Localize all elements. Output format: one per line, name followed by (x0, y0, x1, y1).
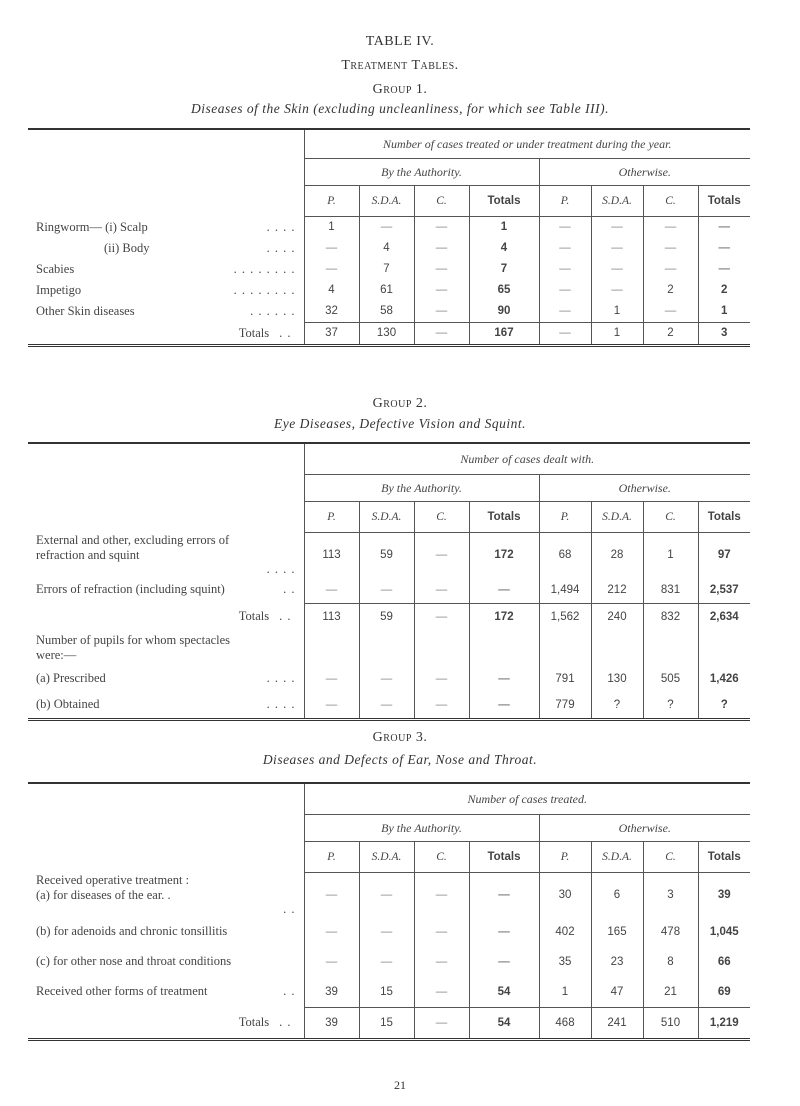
table-cell: — (643, 301, 698, 323)
table-cell: 1,045 (698, 917, 750, 947)
table-cell: — (414, 977, 469, 1008)
row-label-text: Number of pupils for whom spectacles (36, 632, 231, 647)
table-row (28, 259, 750, 280)
col-p: P. (304, 502, 359, 533)
col-totals: Totals (698, 842, 750, 873)
tables-heading: Treatment Tables. (341, 58, 459, 73)
group3-table (28, 782, 750, 1041)
table-cell: — (469, 947, 539, 977)
table-cell: — (304, 947, 359, 977)
table-cell: 113 (304, 533, 359, 577)
leader-dots: . . . . (266, 697, 296, 711)
table-cell: 54 (469, 1007, 539, 1039)
row-label (28, 917, 304, 947)
row-label (28, 217, 304, 238)
col-sda: S.D.A. (591, 842, 643, 873)
row-label-text: Totals (238, 609, 270, 623)
table-cell: — (304, 259, 359, 280)
table-cell: 3 (698, 322, 750, 345)
table-row (28, 917, 750, 947)
table-cell: 4 (359, 238, 414, 259)
col-c: C. (643, 186, 698, 217)
table-cell: — (304, 873, 359, 917)
table-cell: 30 (539, 873, 591, 917)
row-label (28, 533, 304, 577)
row-label (28, 280, 304, 301)
row-label (28, 301, 304, 323)
col-totals: Totals (469, 842, 539, 873)
table-cell: 65 (469, 280, 539, 301)
table-cell: 167 (469, 322, 539, 345)
table-cell: — (643, 259, 698, 280)
row-label-text-continued: (a) for diseases of the ear. . (36, 887, 171, 902)
table-cell (643, 630, 698, 666)
group2-title: Group 2. (372, 396, 428, 411)
page-number: 21 (394, 1078, 406, 1092)
totals-label (28, 322, 304, 345)
table-cell: — (304, 917, 359, 947)
row-label (28, 977, 304, 1008)
table-cell: 23 (591, 947, 643, 977)
col-sda: S.D.A. (591, 502, 643, 533)
table-cell: 832 (643, 603, 698, 630)
table-cell: — (414, 947, 469, 977)
table-cell: 58 (359, 301, 414, 323)
table-cell: — (539, 322, 591, 345)
table-cell: — (643, 217, 698, 238)
table-cell: 32 (304, 301, 359, 323)
table-cell: 241 (591, 1007, 643, 1039)
leader-dots: . . (283, 582, 296, 596)
table-cell: 1 (591, 301, 643, 323)
table-cell: — (591, 259, 643, 280)
table-cell: 468 (539, 1007, 591, 1039)
table-cell: 39 (304, 977, 359, 1008)
col-totals: Totals (698, 186, 750, 217)
totals-label (28, 1007, 304, 1039)
table-cell: 47 (591, 977, 643, 1008)
row-label-text: (b) Obtained (36, 697, 100, 711)
leader-dots: . . . . . . (250, 303, 296, 318)
leader-dots: . . . . (266, 561, 296, 576)
table-row (28, 301, 750, 323)
col-p: P. (539, 842, 591, 873)
row-label-text: Other Skin diseases (36, 303, 135, 318)
table-row (28, 873, 750, 917)
col-c: C. (414, 502, 469, 533)
table-cell: 1,562 (539, 603, 591, 630)
row-label (28, 947, 304, 977)
table-cell: — (591, 238, 643, 259)
leader-dots: . . . . (266, 671, 296, 685)
table-cell: 779 (539, 692, 591, 720)
row-label-text: Received operative treatment : (36, 872, 190, 887)
table-cell: — (643, 238, 698, 259)
table-cell (304, 630, 359, 666)
table-cell: — (304, 577, 359, 604)
group2-caption: Number of cases dealt with. (304, 443, 750, 475)
table-cell: 59 (359, 533, 414, 577)
table-row (28, 692, 750, 720)
group2-otherwise-header: Otherwise. (539, 475, 750, 502)
table-cell: 130 (591, 666, 643, 692)
row-label-text: Impetigo (36, 282, 82, 297)
table-cell: — (414, 577, 469, 604)
table-cell: 831 (643, 577, 698, 604)
table-cell: 4 (469, 238, 539, 259)
table-cell (698, 630, 750, 666)
col-totals: Totals (698, 502, 750, 533)
col-p: P. (539, 502, 591, 533)
table-cell: 8 (643, 947, 698, 977)
table-cell: 478 (643, 917, 698, 947)
row-label-text: Totals (238, 1015, 270, 1029)
totals-row (28, 603, 750, 630)
table-row (28, 217, 750, 238)
leader-dots: . . . . . . . . (233, 261, 296, 276)
table-cell: — (414, 238, 469, 259)
leader-dots: . . . . (266, 240, 296, 255)
table-row (28, 238, 750, 259)
row-label-text: (b) for adenoids and chronic tonsillitis (36, 924, 228, 938)
table-cell (539, 630, 591, 666)
table-cell: 165 (591, 917, 643, 947)
table-cell: — (414, 603, 469, 630)
table-cell: 1 (539, 977, 591, 1008)
table-cell: — (414, 301, 469, 323)
table-cell: 172 (469, 603, 539, 630)
totals-label (28, 603, 304, 630)
table-cell: — (359, 217, 414, 238)
group1-title: Group 1. (372, 82, 428, 97)
table-cell: — (359, 917, 414, 947)
table-cell: 212 (591, 577, 643, 604)
table-cell: — (539, 301, 591, 323)
table-cell: 69 (698, 977, 750, 1008)
col-p: P. (539, 186, 591, 217)
group2-authority-header: By the Authority. (304, 475, 539, 502)
table-cell: — (414, 259, 469, 280)
table-cell: — (359, 947, 414, 977)
group1-caption: Number of cases treated or under treatment during the year. (304, 129, 750, 159)
table-row (28, 666, 750, 692)
table-row (28, 630, 750, 666)
table-cell: — (469, 873, 539, 917)
table-cell (414, 630, 469, 666)
table-cell: 1 (698, 301, 750, 323)
row-label-text: Scabies (36, 261, 75, 276)
table-cell: — (698, 217, 750, 238)
table-cell (359, 630, 414, 666)
table-cell: — (304, 692, 359, 720)
row-label (28, 873, 304, 917)
table-cell: 510 (643, 1007, 698, 1039)
table-cell: 39 (698, 873, 750, 917)
leader-dots: . . (279, 325, 292, 340)
group1-authority-header: By the Authority. (304, 159, 539, 186)
table-cell: — (414, 322, 469, 345)
table-cell: — (359, 577, 414, 604)
table-cell: — (414, 873, 469, 917)
table-cell: — (414, 692, 469, 720)
table-cell: — (539, 238, 591, 259)
row-label (28, 577, 304, 604)
table-cell: — (698, 238, 750, 259)
table-cell: 28 (591, 533, 643, 577)
leader-dots: . . (279, 1015, 292, 1029)
group1-otherwise-header: Otherwise. (539, 159, 750, 186)
row-label-text: (c) for other nose and throat conditions (36, 954, 232, 968)
table-cell: — (304, 238, 359, 259)
table-cell: 1,426 (698, 666, 750, 692)
table-cell: 4 (304, 280, 359, 301)
table-cell: ? (643, 692, 698, 720)
group3-subtitle: Diseases and Defects of Ear, Nose and Throat. (262, 752, 538, 767)
leader-dots: . . (279, 609, 292, 623)
table-cell: 66 (698, 947, 750, 977)
table-cell: 402 (539, 917, 591, 947)
table-row (28, 977, 750, 1008)
table-cell: 7 (469, 259, 539, 280)
table-cell: 6 (591, 873, 643, 917)
table-cell: 54 (469, 977, 539, 1008)
leader-dots: . . (283, 984, 296, 998)
table-cell: 97 (698, 533, 750, 577)
row-label-text-continued: were:— (36, 647, 77, 662)
table-cell: 1 (304, 217, 359, 238)
totals-row (28, 1007, 750, 1039)
table-cell: 130 (359, 322, 414, 345)
table-cell: — (414, 533, 469, 577)
row-label-text: External and other, excluding errors of (36, 532, 230, 547)
group2-table (28, 442, 750, 721)
table-cell: — (414, 666, 469, 692)
table-cell: 35 (539, 947, 591, 977)
table-cell: — (698, 259, 750, 280)
totals-row (28, 322, 750, 345)
table-cell: 59 (359, 603, 414, 630)
row-label (28, 238, 304, 259)
table-cell: 1 (643, 533, 698, 577)
row-label-text: Errors of refraction (including squint) (36, 582, 225, 596)
row-label (28, 630, 304, 666)
table-cell: — (359, 666, 414, 692)
table-cell: 7 (359, 259, 414, 280)
table-cell: — (359, 692, 414, 720)
table-cell: — (469, 917, 539, 947)
table-cell: 1,219 (698, 1007, 750, 1039)
group1-subtitle: Diseases of the Skin (excluding uncleanliness, for which see Table III). (191, 101, 609, 116)
leader-dots: . . . . . . . . (233, 282, 296, 297)
col-p: P. (304, 186, 359, 217)
table-cell: 68 (539, 533, 591, 577)
col-c: C. (643, 842, 698, 873)
table-cell: 240 (591, 603, 643, 630)
row-label-text: (ii) Body (104, 240, 150, 255)
table-row (28, 280, 750, 301)
table-cell: 2 (698, 280, 750, 301)
table-cell: 791 (539, 666, 591, 692)
table-cell: — (591, 217, 643, 238)
table-cell: 505 (643, 666, 698, 692)
table-cell: 61 (359, 280, 414, 301)
table-row (28, 577, 750, 604)
col-p: P. (304, 842, 359, 873)
table-cell: 2,537 (698, 577, 750, 604)
table-cell (469, 630, 539, 666)
table-cell: 15 (359, 977, 414, 1008)
table-cell: 1,494 (539, 577, 591, 604)
table-cell: — (304, 666, 359, 692)
table-row (28, 533, 750, 577)
row-label (28, 692, 304, 720)
table-cell: 37 (304, 322, 359, 345)
table-cell: — (539, 259, 591, 280)
col-sda: S.D.A. (359, 502, 414, 533)
col-totals: Totals (469, 186, 539, 217)
col-c: C. (414, 842, 469, 873)
table-cell: 15 (359, 1007, 414, 1039)
table-cell: — (414, 917, 469, 947)
col-c: C. (643, 502, 698, 533)
group3-otherwise-header: Otherwise. (539, 815, 750, 842)
table-cell: — (469, 666, 539, 692)
col-sda: S.D.A. (359, 842, 414, 873)
table-cell: — (414, 217, 469, 238)
table-cell: 3 (643, 873, 698, 917)
table-cell: — (539, 280, 591, 301)
leader-dots: . . (283, 901, 296, 916)
row-label-text: Received other forms of treatment (36, 984, 208, 998)
table-cell: 21 (643, 977, 698, 1008)
row-label (28, 259, 304, 280)
table-cell: — (539, 217, 591, 238)
leader-dots: . . . . (266, 219, 296, 234)
table-cell: — (414, 1007, 469, 1039)
col-sda: S.D.A. (591, 186, 643, 217)
table-cell: 2 (643, 280, 698, 301)
table-cell (591, 630, 643, 666)
table-cell: — (469, 577, 539, 604)
table-cell: — (414, 280, 469, 301)
row-label-text-continued: refraction and squint (36, 547, 140, 562)
table-heading: TABLE IV. (365, 34, 435, 49)
table-cell: ? (698, 692, 750, 720)
table-cell: 1 (469, 217, 539, 238)
group3-title: Group 3. (372, 730, 428, 745)
table-cell: 90 (469, 301, 539, 323)
row-label (28, 666, 304, 692)
row-label-text: Totals (238, 325, 270, 340)
group3-authority-header: By the Authority. (304, 815, 539, 842)
col-c: C. (414, 186, 469, 217)
table-cell: — (359, 873, 414, 917)
table-cell: 113 (304, 603, 359, 630)
table-cell: 39 (304, 1007, 359, 1039)
table-cell: — (469, 692, 539, 720)
table-cell: ? (591, 692, 643, 720)
col-totals: Totals (469, 502, 539, 533)
table-cell: 2 (643, 322, 698, 345)
table-cell: — (591, 280, 643, 301)
table-cell: 172 (469, 533, 539, 577)
group2-subtitle: Eye Diseases, Defective Vision and Squint. (273, 416, 527, 431)
row-label-text: Ringworm— (i) Scalp (36, 219, 148, 234)
col-sda: S.D.A. (359, 186, 414, 217)
group3-caption: Number of cases treated. (304, 783, 750, 815)
group1-table (28, 128, 750, 347)
table-cell: 1 (591, 322, 643, 345)
table-row (28, 947, 750, 977)
row-label-text: (a) Prescribed (36, 671, 106, 685)
table-cell: 2,634 (698, 603, 750, 630)
